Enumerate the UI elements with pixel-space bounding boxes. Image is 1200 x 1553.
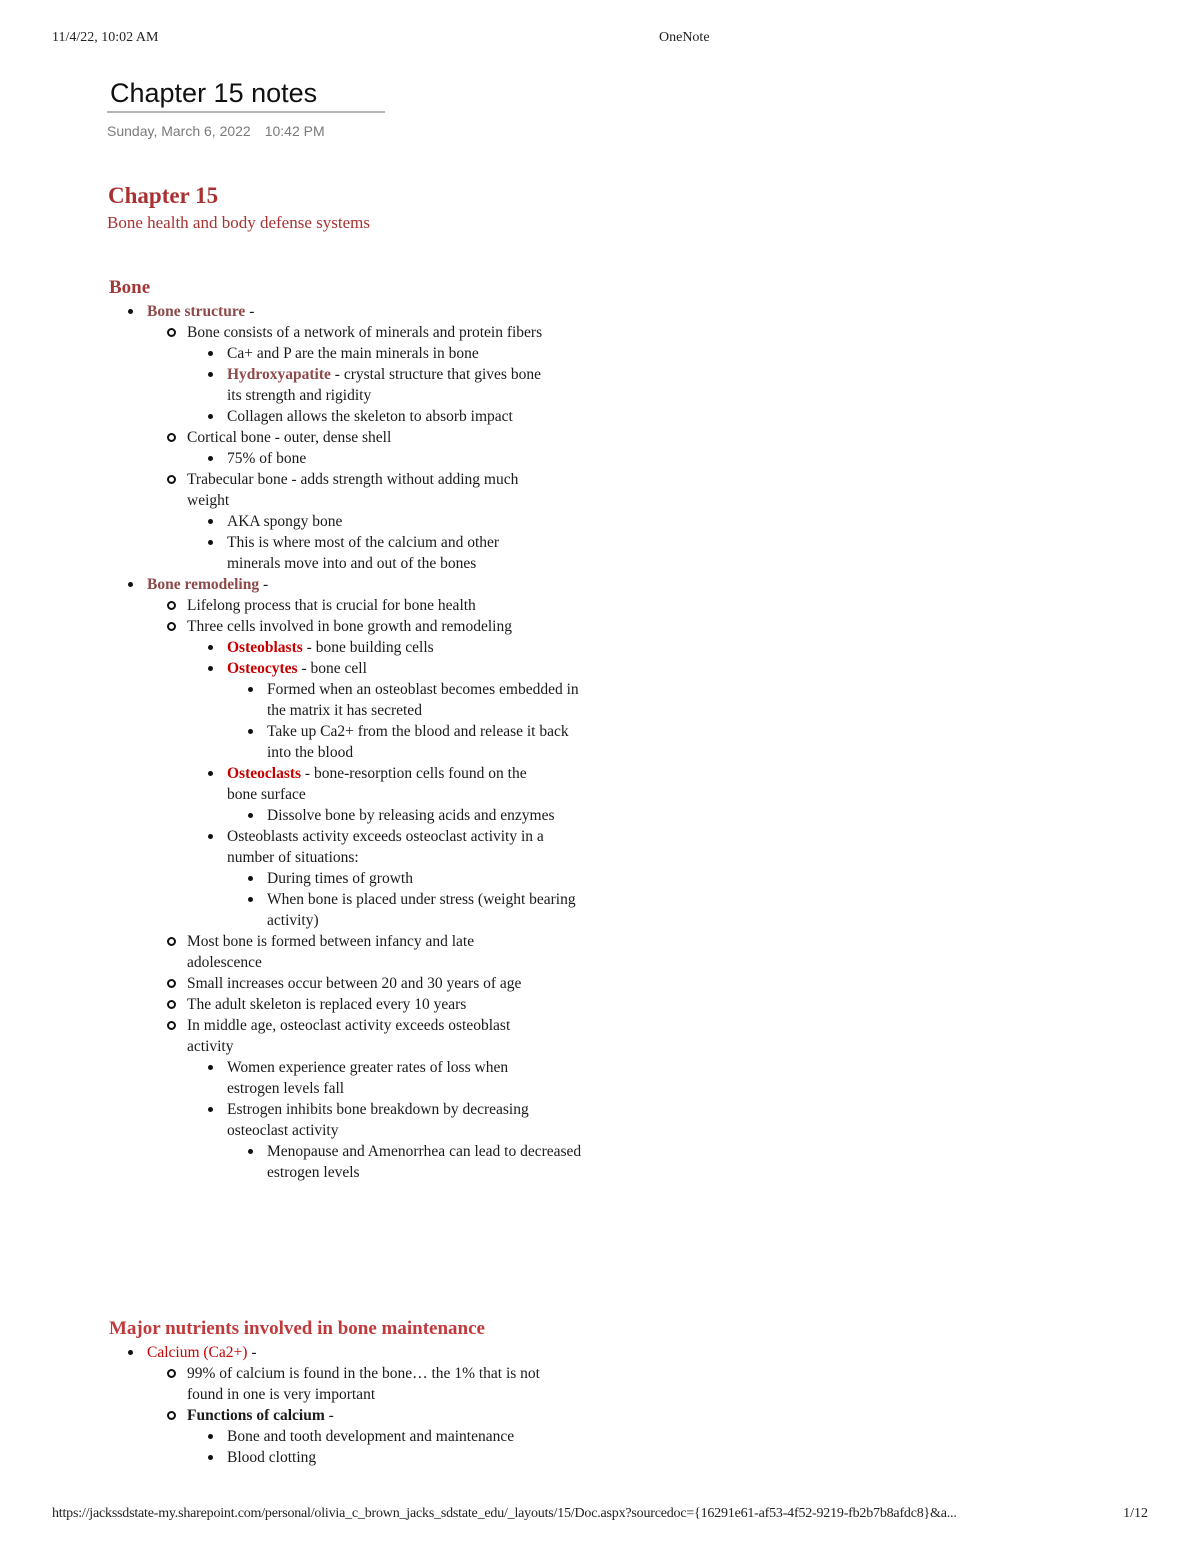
list-item: Blood clotting — [187, 1447, 549, 1468]
page-time: 10:42 PM — [264, 123, 325, 139]
osteoclasts-term: Osteoclasts — [227, 765, 302, 782]
osteocytes-term: Osteocytes — [227, 660, 298, 677]
osteoblasts-term: Osteoblasts — [227, 639, 303, 656]
list-item: Three cells involved in bone growth and remodeling Osteoblasts - bone building cells Osteocytes - bone cell Formed when an osteoblast becomes embedded in the matrix it has secreted Take up Ca2+ from the blood and release it back into the blood Osteoclasts - bone-resorption cells found on the bone surface Dissolve bone by releasing acids and enzymes Osteoblasts activity exceeds osteoclast activity in a number of situations: During times of growth When bone is placed under stress (weight bearing activity) — [147, 616, 549, 931]
bone-section — [109, 277, 582, 1183]
list-item: Osteoclasts - bone-resorption cells found on the bone surface Dissolve bone by releasing acids and enzymes — [187, 763, 549, 826]
list-item: Hydroxyapatite - crystal structure that gives bone its strength and rigidity — [187, 364, 549, 406]
page-timestamp — [107, 123, 325, 139]
list-item: Collagen allows the skeleton to absorb impact — [187, 406, 549, 427]
list-item: Estrogen inhibits bone breakdown by decreasing osteoclast activity Menopause and Amenorrhea can lead to decreased estrogen levels — [187, 1099, 549, 1183]
title-underline — [107, 111, 385, 113]
list-item: This is where most of the calcium and other minerals move into and out of the bones — [187, 532, 549, 574]
nutrients-heading: Major nutrients involved in bone maintenance — [109, 1318, 485, 1339]
chapter-heading: Chapter 15 — [108, 183, 219, 208]
print-app-name: OneNote — [659, 30, 710, 45]
nutrients-outline — [109, 1342, 569, 1468]
list-item: Osteoblasts - bone building cells — [187, 637, 549, 658]
list-item: In middle age, osteoclast activity exceeds osteoblast activity Women experience greater rates of loss when estrogen levels fall Estrogen inhibits bone breakdown by decreasing osteoclast activity Menopause and Amenorrhea can lead to decreased estrogen levels — [147, 1015, 549, 1183]
nutrients-section — [109, 1318, 569, 1468]
list-item: Bone structure - Bone consists of a network of minerals and protein fibers Ca+ and P are the main minerals in bone Hydroxyapatite - crystal structure that gives bone its strength and rigidity Collagen allows the skeleton to absorb impact Cortical bone - outer, dense shell 75% of bone Trabecular bone - adds strength without adding much weight AKA spongy bone This is where most of the calcium and other minerals move into and out of the bones — [109, 301, 549, 574]
functions-term: Functions of calcium — [187, 1407, 325, 1424]
hydroxyapatite-term: Hydroxyapatite — [227, 366, 331, 383]
list-item: Calcium (Ca2+) - 99% of calcium is found in the bone… the 1% that is not found in one is very important Functions of calcium - Bone and tooth development and maintenance Blood clotting — [109, 1342, 549, 1468]
list-item: When bone is placed under stress (weight bearing activity) — [227, 889, 589, 931]
list-item: Lifelong process that is crucial for bone health — [147, 595, 549, 616]
list-item: Women experience greater rates of loss when estrogen levels fall — [187, 1057, 549, 1099]
list-item: Small increases occur between 20 and 30 years of age — [147, 973, 549, 994]
list-item: Bone consists of a network of minerals and protein fibers Ca+ and P are the main minerals in bone Hydroxyapatite - crystal structure that gives bone its strength and rigidity Collagen allows the skeleton to absorb impact — [147, 322, 549, 427]
list-item: AKA spongy bone — [187, 511, 549, 532]
list-item: The adult skeleton is replaced every 10 years — [147, 994, 549, 1015]
list-item: 75% of bone — [187, 448, 549, 469]
bone-outline — [109, 301, 582, 1183]
list-item: Dissolve bone by releasing acids and enzymes — [227, 805, 589, 826]
list-item: Osteocytes - bone cell Formed when an osteoblast becomes embedded in the matrix it has secreted Take up Ca2+ from the blood and release it back into the blood — [187, 658, 549, 763]
list-item: Bone and tooth development and maintenance — [187, 1426, 549, 1447]
calcium-term: Calcium (Ca2+) — [147, 1344, 248, 1361]
list-item: During times of growth — [227, 868, 589, 889]
list-item: Menopause and Amenorrhea can lead to decreased estrogen levels — [227, 1141, 589, 1183]
list-item: Bone remodeling - Lifelong process that is crucial for bone health Three cells involved in bone growth and remodeling Osteoblasts - bone building cells Osteocytes - bone cell Formed when an osteoblast becomes embedded in the matrix it has secreted Take up Ca2+ from the blood and release it back into the blood Osteoclasts - bone-resorption cells found on the bone surface Dissolve bone by releasing acids and enzymes Osteoblasts activity exceeds osteoclast activity in a number of situations: During times of growth When bone is placed under stress (weight bearing activity) Most bone is formed between infancy and late adolescence Small increases occur between 20 and 30 years of age The adult skeleton is replaced every 10 years In middle age, osteoclast activity exceeds osteoblast activity Women experience greater rates of loss when estrogen levels fall Estrogen inhibits bone breakdown by decreasing osteoclast activity Menopause and Amenorrhea can lead to decreased estrogen levels — [109, 574, 549, 1183]
list-item: Formed when an osteoblast becomes embedded in the matrix it has secreted — [227, 679, 589, 721]
print-footer — [52, 1506, 1148, 1526]
list-item: 99% of calcium is found in the bone… the 1% that is not found in one is very important — [147, 1363, 549, 1405]
page-title: Chapter 15 notes — [110, 78, 318, 108]
bone-remodeling-term: Bone remodeling — [147, 576, 260, 593]
bone-structure-term: Bone structure — [147, 303, 246, 320]
list-item: Ca+ and P are the main minerals in bone — [187, 343, 549, 364]
chapter-subtitle: Bone health and body defense systems — [107, 213, 370, 232]
page-number: 1/12 — [1123, 1506, 1148, 1521]
page-date: Sunday, March 6, 2022 — [107, 123, 251, 139]
list-item: Functions of calcium - Bone and tooth development and maintenance Blood clotting — [147, 1405, 549, 1468]
print-datetime: 11/4/22, 10:02 AM — [52, 30, 159, 45]
source-url: https://jackssdstate-my.sharepoint.com/personal/olivia_c_brown_jacks_sdstate_edu/_layouts/15/Doc.aspx?sourcedoc={16291e61-af53-4f52-9219-fb2b7b8afdc8}&a... — [52, 1506, 957, 1521]
list-item: Take up Ca2+ from the blood and release it back into the blood — [227, 721, 589, 763]
bone-heading: Bone — [109, 277, 151, 298]
list-item: Most bone is formed between infancy and late adolescence — [147, 931, 549, 973]
list-item: Trabecular bone - adds strength without adding much weight AKA spongy bone This is where most of the calcium and other minerals move into and out of the bones — [147, 469, 549, 574]
print-header — [52, 30, 1148, 50]
list-item: Osteoblasts activity exceeds osteoclast activity in a number of situations: During times of growth When bone is placed under stress (weight bearing activity) — [187, 826, 549, 931]
list-item: Cortical bone - outer, dense shell 75% of bone — [147, 427, 549, 469]
